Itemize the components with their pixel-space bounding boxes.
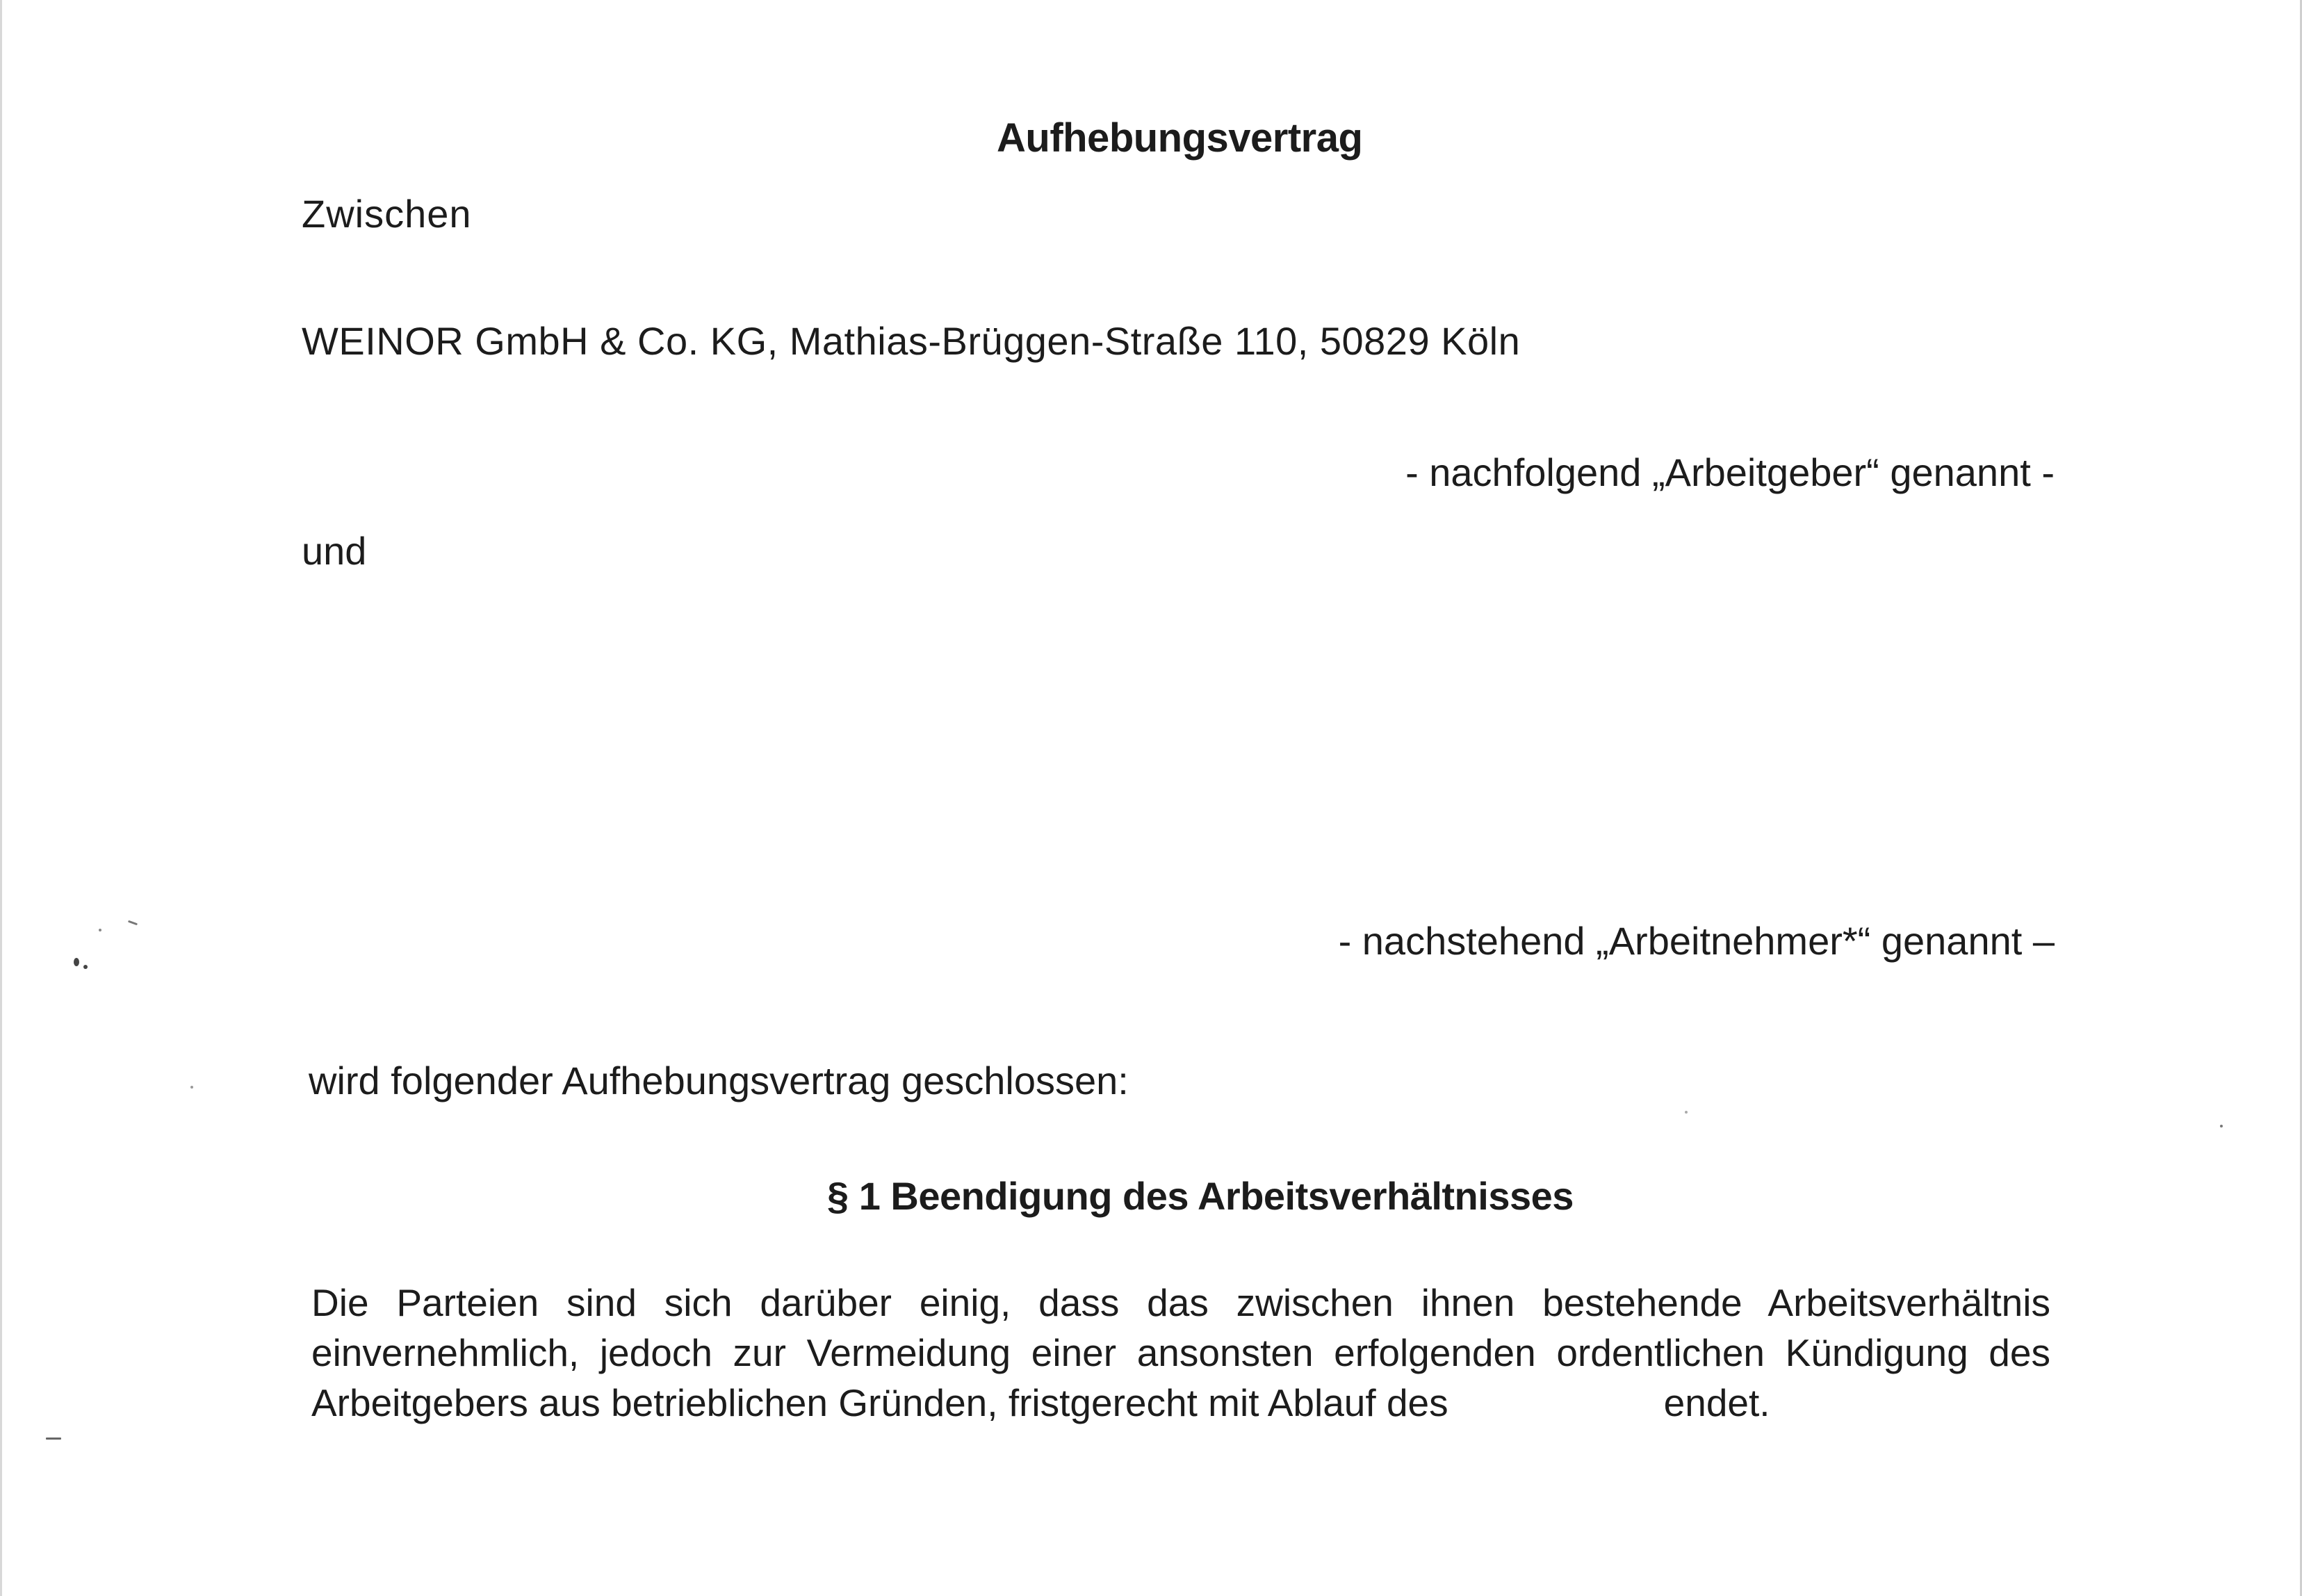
scan-speck	[128, 920, 138, 926]
employer-address: WEINOR GmbH & Co. KG, Mathias-Brüggen-Straße 110, 50829 Köln	[302, 319, 1521, 363]
scan-speck	[1685, 1111, 1688, 1114]
scan-speck	[46, 1438, 61, 1440]
scan-speck	[83, 965, 88, 969]
employer-role-label: - nachfolgend „Arbeitgeber“ genannt -	[1405, 450, 2055, 494]
scan-speck	[190, 1086, 193, 1089]
section-1-heading: § 1 Beendigung des Arbeitsverhältnisses	[827, 1174, 1574, 1218]
document-title: Aufhebungsvertrag	[997, 115, 1363, 161]
section-1-paragraph	[311, 1278, 2050, 1428]
intro-sentence: wird folgender Aufhebungsvertrag geschlossen:	[309, 1059, 1129, 1102]
scan-speck	[74, 958, 79, 966]
and-label: und	[302, 529, 367, 573]
employee-role-label: - nachstehend „Arbeitnehmer*“ genannt –	[1338, 919, 2055, 963]
page-edge-left	[0, 0, 2, 1596]
paragraph-line: Die Parteien sind sich darüber einig, dass das zwischen ihnen bestehende Arbeitsverhältnis	[311, 1281, 2050, 1324]
paragraph-line-end: endet.	[1663, 1381, 1770, 1424]
scan-speck	[2220, 1125, 2223, 1127]
scan-speck	[99, 929, 101, 931]
paragraph-line-last	[311, 1378, 2050, 1428]
paragraph-line-start: Arbeitgebers aus betrieblichen Gründen, fristgerecht mit Ablauf des	[311, 1381, 1448, 1424]
between-label: Zwischen	[302, 192, 472, 236]
paragraph-line: einvernehmlich, jedoch zur Vermeidung einer ansonsten erfolgenden ordentlichen Kündigung des	[311, 1331, 2050, 1374]
